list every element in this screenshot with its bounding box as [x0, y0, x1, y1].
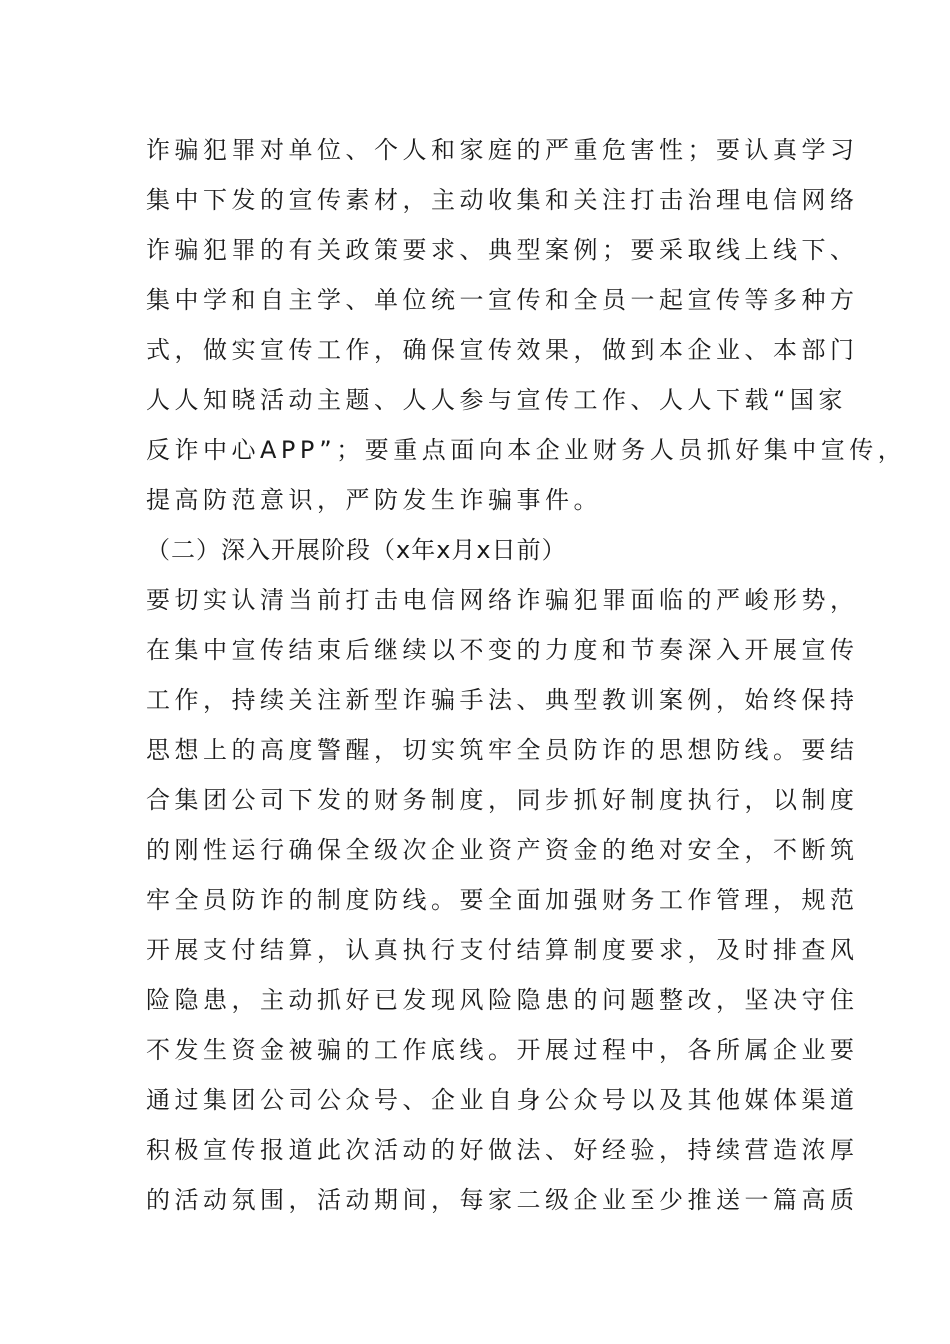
section-heading: （二）深入开展阶段（x年x月x日前） — [146, 536, 567, 564]
paragraph2-line-11: 通过集团公司公众号、企业自身公众号以及其他媒体渠道 — [146, 1086, 859, 1114]
paragraph1-line-1: 诈骗犯罪对单位、个人和家庭的严重危害性；要认真学习 — [146, 136, 859, 164]
paragraph2-line-12: 积极宣传报道此次活动的好做法、好经验，持续营造浓厚 — [146, 1136, 859, 1164]
paragraph1-line-2: 集中下发的宣传素材，主动收集和关注打击治理电信网络 — [146, 186, 859, 214]
paragraph2-line-4: 思想上的高度警醒，切实筑牢全员防诈的思想防线。要结 — [146, 736, 859, 764]
paragraph2-line-8: 开展支付结算，认真执行支付结算制度要求，及时排查风 — [146, 936, 859, 964]
paragraph1-line-8: 提高防范意识，严防发生诈骗事件。 — [146, 486, 602, 514]
paragraph2-line-13: 的活动氛围，活动期间，每家二级企业至少推送一篇高质 — [146, 1186, 859, 1214]
paragraph1-line-3: 诈骗犯罪的有关政策要求、典型案例；要采取线上线下、 — [146, 236, 859, 264]
paragraph1-line-7: 反诈中心APP”；要重点面向本企业财务人员抓好集中宣传， — [146, 436, 907, 464]
paragraph2-line-10: 不发生资金被骗的工作底线。开展过程中，各所属企业要 — [146, 1036, 859, 1064]
paragraph2-line-5: 合集团公司下发的财务制度，同步抓好制度执行，以制度 — [146, 786, 859, 814]
paragraph1-line-6: 人人知晓活动主题、人人参与宣传工作、人人下载“国家 — [146, 386, 847, 414]
paragraph2-line-6: 的刚性运行确保全级次企业资产资金的绝对安全，不断筑 — [146, 836, 859, 864]
paragraph2-line-9: 险隐患，主动抓好已发现风险隐患的问题整改，坚决守住 — [146, 986, 859, 1014]
paragraph2-line-7: 牢全员防诈的制度防线。要全面加强财务工作管理，规范 — [146, 886, 859, 914]
paragraph1-line-4: 集中学和自主学、单位统一宣传和全员一起宣传等多种方 — [146, 286, 859, 314]
paragraph1-line-5: 式，做实宣传工作，确保宣传效果，做到本企业、本部门 — [146, 336, 859, 364]
paragraph2-line-2: 在集中宣传结束后继续以不变的力度和节奏深入开展宣传 — [146, 636, 859, 664]
paragraph2-line-3: 工作，持续关注新型诈骗手法、典型教训案例，始终保持 — [146, 686, 859, 714]
paragraph2-line-1: 要切实认清当前打击电信网络诈骗犯罪面临的严峻形势， — [146, 586, 859, 614]
